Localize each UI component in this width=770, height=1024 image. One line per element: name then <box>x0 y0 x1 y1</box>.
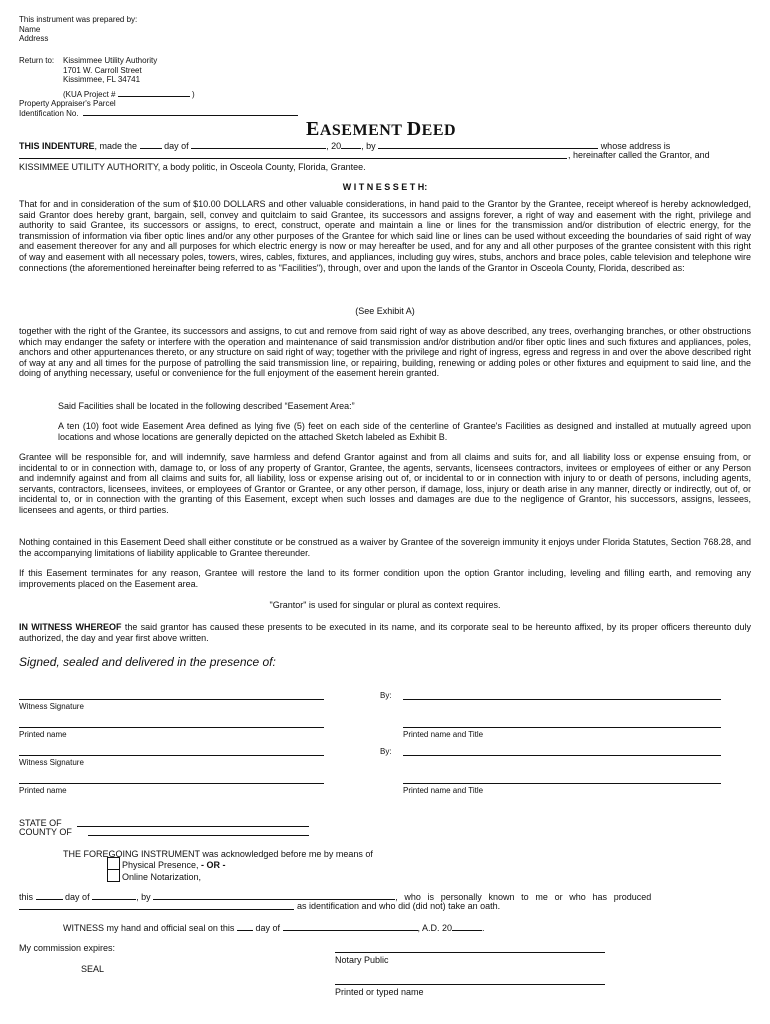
witness1-printed-label: Printed name <box>19 730 67 739</box>
easement-area-intro: Said Facilities shall be located in the following described “Easement Area:” <box>58 401 355 411</box>
termination-paragraph: If this Easement terminates for any reason, Grantee will restore the land to its former condition upon the option Grantor including, leveling and filling earth, and removing any improvements placed on the Easement area. <box>19 568 751 589</box>
grantor2-printed-line[interactable] <box>403 783 721 784</box>
document-title: EASEMENT DEED <box>306 118 457 140</box>
prepared-by-label: This instrument was prepared by: <box>19 15 138 24</box>
kua-project-close: ) <box>191 90 195 99</box>
witness-hand-line: WITNESS my hand and official seal on this day of , A.D. 20 . <box>63 923 485 933</box>
seal-label: SEAL <box>81 964 105 974</box>
parcel-id-label2: Identification No. <box>19 108 79 118</box>
grantor-address-field[interactable] <box>19 158 567 159</box>
grantor2-signature-line[interactable] <box>403 755 721 756</box>
identification-field[interactable] <box>19 909 294 910</box>
rights-paragraph: together with the right of the Grantee, its successors and assigns, to cut and remove from said right of way as above described, any trees, overhanging branches, or other obstructions which may endanger the safety or interfere with the operation and maintenance of said transmission and/or distribution and/or fiber optic lines and such fixtures and appliances, poles, anchors and other appurtenances thereto, or any structure on said right of way; together with the privilege and right of ingress, egress and regress in and over the above described right of way at any and all times for the purpose of patrolling the said transmission line, or repairing, building, renewing or adding poles or other fixtures and equipment to said line, and the doing of anything necessary, useful or convenience for the full enjoyment of the easement herein granted. <box>19 326 751 379</box>
prepared-by-name: Name <box>19 24 41 34</box>
county-of-label: COUNTY OF <box>19 827 72 837</box>
parcel-id-label1: Property Appraiser's Parcel <box>19 99 116 108</box>
notary-month-field[interactable] <box>92 891 136 900</box>
notary-day-field[interactable] <box>36 891 63 900</box>
witness2-printed-line[interactable] <box>19 783 324 784</box>
online-notarization-checkbox[interactable] <box>107 869 120 882</box>
witness1-signature-label: Witness Signature <box>19 702 84 711</box>
witness1-signature-line[interactable] <box>19 699 324 700</box>
notary-signer-name-field[interactable] <box>153 891 395 900</box>
notary-public-label: Notary Public <box>335 955 389 965</box>
commission-expires-label: My commission expires: <box>19 943 116 953</box>
witnesseth-heading: W I T N E S S E T H: <box>342 182 428 192</box>
grantor-name-field[interactable] <box>378 140 598 149</box>
county-of-field[interactable] <box>88 835 309 836</box>
printed-typed-name-label: Printed or typed name <box>335 987 424 997</box>
grantor2-printed-label: Printed name and Title <box>403 786 484 795</box>
by-label-2: By: <box>380 747 392 756</box>
indenture-grantee: KISSIMMEE UTILITY AUTHORITY, a body politic, in Osceola County, Florida, Grantee. <box>19 162 366 172</box>
easement-area-description: A ten (10) foot wide Easement Area defined as lying five (5) feet on each side of the centerline of Grantee's Facilities as designed and installed at mutually agreed upon locations and whose locations are generally depicted on the attached Sketch labeled as Exhibit B. <box>58 421 751 442</box>
signed-sealed-heading: Signed, sealed and delivered in the presence of: <box>19 655 276 669</box>
notary-acknowledgment-line1: this day of , by , who is personally known to me or who has produced <box>19 892 652 902</box>
prepared-by-address: Address <box>19 34 49 43</box>
return-to-line1: Kissimmee Utility Authority <box>63 56 158 65</box>
grantor1-printed-label: Printed name and Title <box>403 730 484 739</box>
notary-signature-line[interactable] <box>335 952 605 953</box>
witness-hand-month-field[interactable] <box>283 922 418 931</box>
return-to-line2: 1701 W. Carroll Street <box>63 65 142 75</box>
witness-hand-day-field[interactable] <box>237 922 253 931</box>
witness-whereof-paragraph: IN WITNESS WHEREOF the said grantor has caused these presents to be executed in its name, and its corporate seal to be hereunto affixed, by its proper officers thereunto duly authorized, the day and year first above written. <box>19 622 752 643</box>
return-to-address <box>63 56 157 85</box>
grantor1-printed-line[interactable] <box>403 727 721 728</box>
consideration-paragraph: That for and in consideration of the sum of $10.00 DOLLARS and other valuable considerations, in hand paid to the Grantor by the Grantee, receipt whereof is hereby acknowledged, said Grantor does hereby grant, bargain, sell, convey and quitclaim to said Grantee, its successors and assigns forever, a right of way and easement with the right, privilege and authority to said Grantee, its successors or assigns, to erect, construct, operate and maintain a line or lines for the transmission and/or distribution of electric energy, for the transmission of information via fiber optic lines and/or any other purposes of the Grantee for which said line or lines can be used without exceeding the boundaries of said right of way and easement thereover for any and all purposes for which electric energy is now or may hereafter be used, and for any and all other purposes of the grantee consistent with this right of way and easement with all necessary poles, towers, wires, cables, fixtures, and appliances, including guy wires, stubs, anchors and brace poles, cable television and telephone wire connections (the aforementioned hereinafter being referred to as "Facilities"), through, over and upon the lands of the Grantor in Osceola County, Florida, described as: <box>19 199 751 273</box>
notary-printed-name-line[interactable] <box>335 984 605 985</box>
online-notarization-option[interactable]: Online Notarization, <box>107 869 201 883</box>
identification-text: as identification and who did (did not) take an oath. <box>297 901 501 911</box>
indenture-month-field[interactable] <box>191 140 326 149</box>
return-to-line3: Kissimmee, FL 34741 <box>63 75 141 84</box>
kua-project-label: (KUA Project # <box>63 90 116 99</box>
foregoing-instrument-text: THE FOREGOING INSTRUMENT was acknowledged before me by means of <box>63 849 373 859</box>
grantor-definition: "Grantor" is used for singular or plural as context requires. <box>269 600 501 610</box>
witness2-signature-line[interactable] <box>19 755 324 756</box>
witness2-printed-label: Printed name <box>19 786 67 795</box>
prepared-by-block <box>19 15 137 44</box>
kua-project-row <box>63 88 195 100</box>
by-label-1: By: <box>380 691 392 700</box>
witness2-signature-label: Witness Signature <box>19 758 84 767</box>
physical-presence-option[interactable]: Physical Presence, - OR - <box>107 857 226 871</box>
kua-project-field[interactable] <box>118 88 190 97</box>
indenture-year-field[interactable] <box>341 140 361 149</box>
parcel-id-field[interactable] <box>83 115 298 116</box>
indenture-day-field[interactable] <box>140 140 162 149</box>
state-of-label: STATE OF <box>19 818 62 828</box>
witness-hand-year-field[interactable] <box>452 922 482 931</box>
state-of-field[interactable] <box>77 826 309 827</box>
indenture-hereinafter: , hereinafter called the Grantor, and <box>568 150 710 160</box>
sovereign-immunity-paragraph: Nothing contained in this Easement Deed shall either constitute or be construed as a waiver by Grantee of the sovereign immunity it enjoys under Florida Statutes, Section 768.28, and the accompanying limitations of liability applicable to Grantee thereunder. <box>19 537 751 558</box>
indemnity-paragraph: Grantee will be responsible for, and will indemnify, save harmless and defend Grantor against and from all claims and suits for, and all liability loss or expense ensuing from, or incidental to or in connection with, damage to, or loss of any property of Grantor, Grantee, the agents, servants, licensees contractors, invitees or employees of either or any Person and indemnify against and from all claims and suits for, all liability, loss or expense arising out of, or incidental to or in connection with injury to or death of persons, including agents, servants, contractors, licensees, invitees, or employees of Grantor or Grantee, or any other person, if damage, loss, injury or death arise in any manner, directly or indirectly, out of, or incidental to, or in connection with the granting of this Easement, except when such losses and damages are due to the negligence of Grantor, his successors, assigns, lessees, licensees and agents, or third parties. <box>19 452 751 515</box>
see-exhibit-a: (See Exhibit A) <box>355 306 415 316</box>
witness1-printed-line[interactable] <box>19 727 324 728</box>
grantor1-signature-line[interactable] <box>403 699 721 700</box>
indenture-line1: THIS INDENTURE, made the day of , 20 , by whose address is <box>19 141 671 151</box>
return-to-label: Return to: <box>19 56 55 65</box>
